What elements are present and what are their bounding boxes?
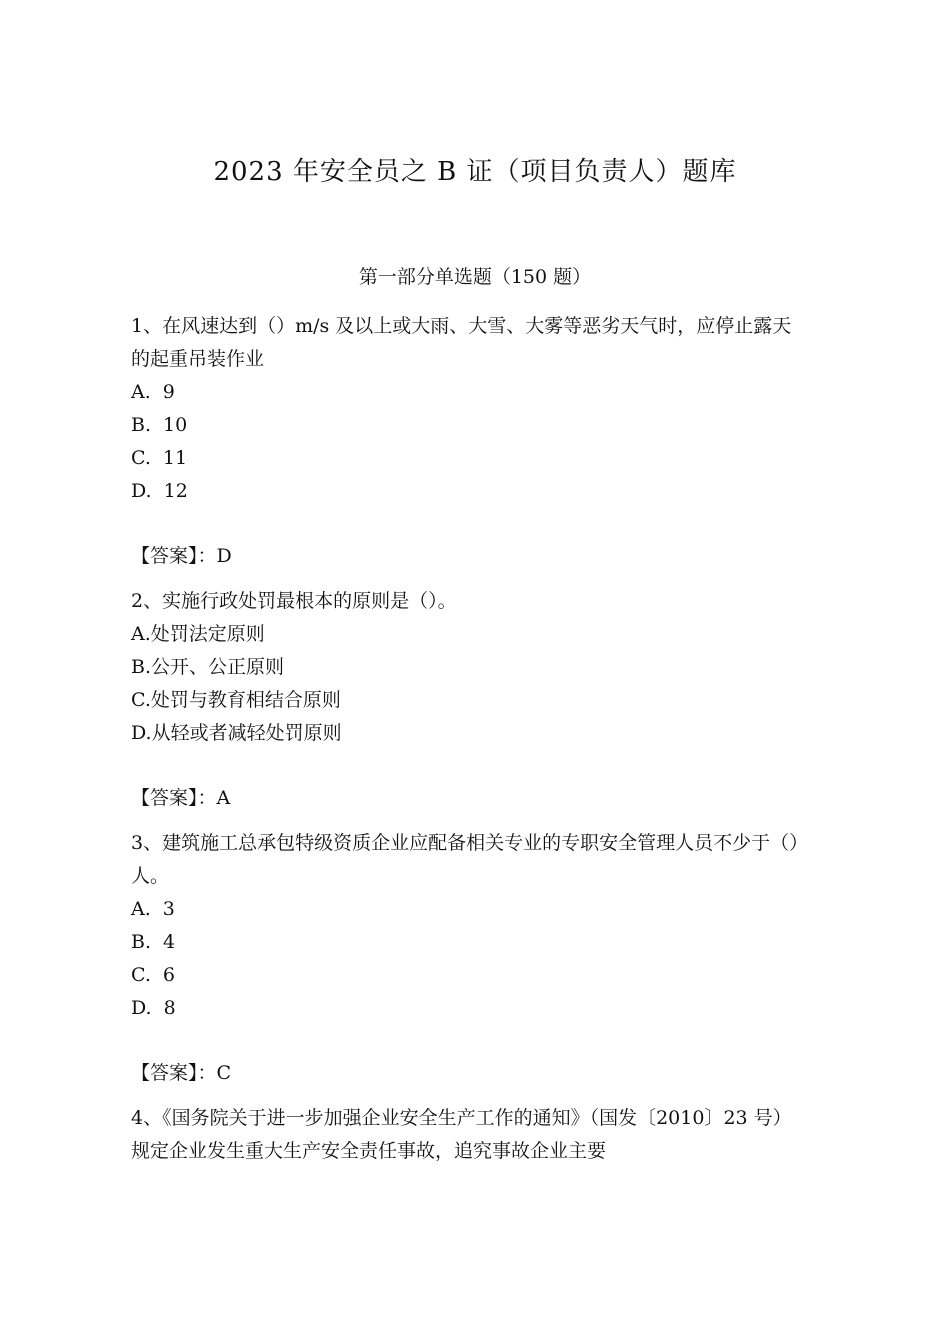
answer-line — [131, 1057, 803, 1090]
option-letter: C. — [131, 689, 151, 711]
option-c — [131, 959, 803, 992]
option-letter: B. — [131, 931, 152, 953]
answer-value: C — [216, 1062, 232, 1084]
option-text: 6 — [162, 964, 175, 986]
option-d — [131, 475, 803, 508]
question-text: 1、在风速达到（）m/s 及以上或大雨、大雪、大雾等恶劣天气时，应停止露天的起重吊装作业 — [131, 315, 792, 370]
question-text: 2、实施行政处罚最根本的原则是（）。 — [131, 590, 457, 612]
answer-value: A — [216, 787, 231, 809]
option-b — [131, 926, 803, 959]
option-a — [131, 618, 803, 651]
question-3 — [131, 827, 803, 1090]
answer-value: D — [216, 545, 232, 567]
question-text: 3、建筑施工总承包特级资质企业应配备相关专业的专职安全管理人员不少于（）人。 — [131, 832, 799, 887]
question-2 — [131, 585, 803, 815]
option-letter: C. — [131, 964, 151, 986]
option-text: 10 — [163, 414, 188, 436]
option-letter: D. — [131, 480, 152, 502]
option-letter: D. — [131, 722, 152, 744]
option-text: 11 — [162, 447, 188, 469]
question-text: 4、《国务院关于进一步加强企业安全生产工作的通知》（国发〔2010〕23 号）规定企业发生重大生产安全责任事故，追究事故企业主要 — [131, 1107, 792, 1162]
answer-line — [131, 540, 803, 573]
option-d — [131, 992, 803, 1025]
option-letter: C. — [131, 447, 151, 469]
answer-label: 【答案】： — [131, 1062, 217, 1084]
option-b — [131, 409, 803, 442]
option-b — [131, 651, 803, 684]
option-c — [131, 442, 803, 475]
answer-label: 【答案】： — [131, 787, 217, 809]
question-1 — [131, 310, 803, 573]
option-letter: B. — [131, 414, 152, 436]
option-a — [131, 893, 803, 926]
option-letter: D. — [131, 997, 152, 1019]
option-text: 3 — [162, 898, 175, 920]
option-letter: A. — [131, 623, 151, 645]
option-text: 8 — [163, 997, 176, 1019]
option-c — [131, 684, 803, 717]
option-text: 处罚法定原则 — [150, 623, 265, 645]
option-letter: B. — [131, 656, 152, 678]
option-text: 9 — [162, 381, 175, 403]
option-d — [131, 717, 803, 750]
option-text: 处罚与教育相结合原则 — [150, 689, 341, 711]
answer-line — [131, 782, 803, 815]
option-a — [131, 376, 803, 409]
document-title: 2023 年安全员之 B 证（项目负责人）题库 — [213, 157, 737, 187]
option-text: 4 — [163, 931, 176, 953]
option-text: 从轻或者减轻处罚原则 — [151, 722, 342, 744]
answer-label: 【答案】： — [131, 545, 217, 567]
option-letter: A. — [131, 898, 151, 920]
option-text: 12 — [163, 480, 188, 502]
section-title: 第一部分单选题（150 题） — [358, 266, 592, 288]
question-list — [131, 310, 803, 1168]
option-letter: A. — [131, 381, 151, 403]
question-4 — [131, 1102, 803, 1168]
option-text: 公开、公正原则 — [151, 656, 285, 678]
